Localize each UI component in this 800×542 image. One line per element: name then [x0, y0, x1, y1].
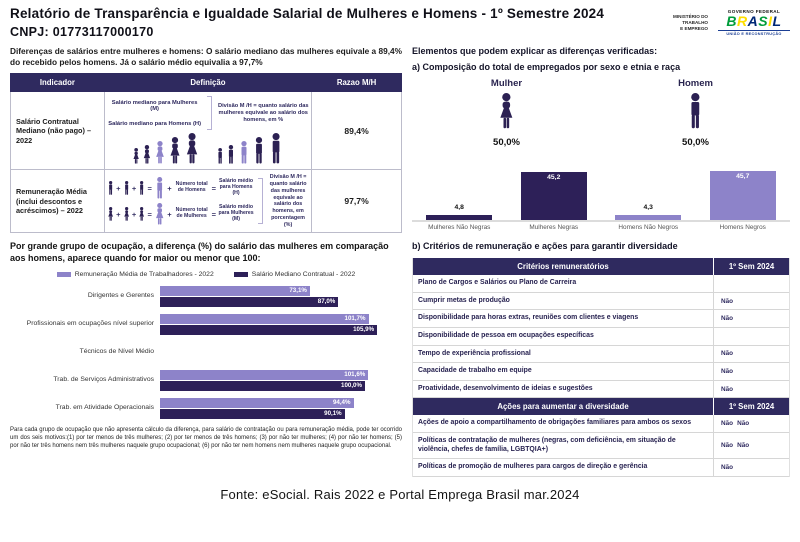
composition-bar-value: 45,2 [547, 173, 561, 181]
criteria-row-value [713, 346, 789, 363]
logos [673, 6, 790, 36]
man-icon [636, 93, 756, 134]
criteria-row [413, 381, 789, 399]
woman-icon [107, 207, 114, 221]
ministry-logo [673, 9, 708, 32]
composition-column [601, 204, 696, 220]
nao-badge: Não [721, 315, 734, 323]
cnpj-line: CNPJ: 01773117000170 [10, 25, 154, 39]
man-icon [138, 181, 145, 195]
criteria-row-value [713, 275, 789, 292]
occupation-bar [160, 297, 338, 307]
uniao-reconstrucao-label: UNIÃO E RECONSTRUÇÃO [718, 30, 790, 36]
razao-mediano-value: 89,4% [312, 92, 402, 170]
homem-percentage: 50,0% [682, 137, 709, 149]
equation-result: Salário médio para Mulheres (M) [218, 204, 254, 223]
brasil-letter: L [772, 13, 782, 29]
diversity-header-period: 1º Sem 2024 [713, 398, 789, 415]
razao-media-value: 97,7% [312, 170, 402, 233]
occupation-bar [160, 286, 310, 296]
operator: + [167, 183, 172, 193]
occupation-row [10, 342, 402, 363]
operator: + [116, 183, 121, 193]
woman-icon [184, 133, 200, 164]
indicador-label: Remuneração Média (inclui descontos e acréscimos) – 2022 [11, 170, 105, 233]
composition-subheading: a) Composição do total de empregados por sexo e etnia e raça [412, 61, 681, 72]
legend-swatch-light [57, 272, 71, 277]
criteria-row-label: Capacidade de trabalho em equipe [418, 367, 532, 375]
nao-badge: Não [721, 385, 734, 393]
criteria-row-label: Políticas de promoção de mulheres para cargos de direção e gerência [418, 463, 648, 471]
row-remuneracao-media [11, 170, 402, 233]
occupation-bars [160, 314, 402, 335]
composition-bar [615, 204, 681, 220]
criteria-row [413, 459, 789, 477]
criteria-row-value [713, 363, 789, 380]
nao-badge: Não [721, 297, 734, 305]
operator: + [167, 209, 172, 219]
operator: + [131, 209, 137, 219]
composition-category-label: Mulheres Não Negras [428, 224, 491, 232]
man-icon [268, 133, 284, 164]
sex-totals [412, 78, 790, 148]
occupation-bar [160, 370, 368, 380]
indicador-label: Salário Contratual Mediano (não pago) – 2022 [11, 92, 105, 170]
legend-salario-mediano [234, 271, 356, 278]
report-body [10, 46, 790, 477]
criteria-row [413, 275, 789, 293]
woman-icon [123, 207, 130, 221]
row-salario-mediano [11, 92, 402, 170]
criteria-row [413, 433, 789, 459]
composition-column [696, 171, 791, 220]
ministry-line: TRABALHO [682, 19, 708, 25]
occupation-bar [160, 314, 369, 324]
woman-icon [132, 148, 140, 164]
composition-category-label: Homens Não Negros [618, 224, 679, 232]
homem-block [636, 78, 756, 148]
composition-category-label: Mulheres Negras [529, 224, 579, 232]
man-icon [107, 181, 114, 195]
mulher-block [447, 78, 567, 148]
man-icon [226, 145, 236, 164]
criteria-row [413, 328, 789, 346]
brasil-letter: S [758, 13, 769, 29]
legend-swatch-dark [234, 272, 248, 277]
population-figures [105, 130, 311, 169]
bracket-shape [207, 96, 212, 130]
occupation-bar [160, 398, 354, 408]
criteria-table-header [413, 258, 789, 275]
mediano-lines [107, 100, 203, 127]
nao-badge: Não [737, 420, 750, 428]
criteria-table [412, 258, 790, 477]
legend-label: Remuneração Média de Trabalhadores - 2022 [74, 270, 214, 278]
criteria-rows [413, 275, 789, 398]
criteria-row-value [713, 381, 789, 398]
men-figures-group [216, 133, 284, 164]
composition-column [412, 204, 507, 220]
elements-heading: Elementos que podem explicar as diferenças verificadas: [412, 46, 658, 56]
occupation-bar-value: 101,6% [344, 371, 366, 379]
occupation-bar-value: 100,0% [341, 382, 362, 390]
man-icon [238, 141, 250, 164]
page-title: Relatório de Transparência e Igualdade Salarial de Mulheres e Homens - 1º Semestre 2024 [10, 6, 605, 21]
composition-column [507, 172, 602, 221]
divisao-note: Divisão M /H = quanto salário das mulheres equivale ao salário dos homens, em % [217, 102, 309, 123]
occupation-row [10, 314, 402, 335]
criteria-row [413, 293, 789, 311]
criteria-row-value [713, 328, 789, 345]
legend-label: Salário Mediano Contratual - 2022 [251, 270, 356, 278]
indicator-table [10, 73, 402, 233]
criteria-header-label: Critérios remuneratórios [517, 262, 609, 272]
woman-icon [497, 93, 516, 129]
left-column [10, 46, 402, 477]
intro-paragraph: Diferenças de salários entre mulheres e homens: O salário mediano das mulheres equivale a 89,4% do recebido pelos homens. Já o salário médio equivalia a 97,7% [10, 46, 402, 68]
equation-rows [107, 177, 254, 225]
mediano-homens-label: Salário mediano para Homens (H) [108, 120, 202, 127]
criteria-row [413, 346, 789, 364]
salary-equation-row [107, 177, 254, 199]
occupation-bar [160, 325, 377, 335]
man-icon [216, 148, 224, 164]
composition-bar [710, 171, 776, 220]
indicator-table-header [11, 74, 402, 92]
composition-bar-chart [412, 164, 790, 222]
right-column [412, 46, 790, 477]
operator: = [147, 209, 152, 219]
salary-equation-row [107, 203, 254, 225]
composition-bar-value: 45,7 [736, 172, 750, 180]
title-block [10, 6, 604, 39]
occupation-category-label: Técnicos de Nível Médio [79, 348, 154, 356]
criteria-row-label: Ações de apoio a compartilhamento de obrigações familiares para ambos os sexos [418, 419, 692, 427]
criteria-row-value [713, 415, 789, 432]
report-header [10, 6, 790, 39]
criteria-row-label: Plano de Cargos e Salários ou Plano de Carreira [418, 279, 577, 287]
occupation-bar-chart [10, 286, 402, 419]
criteria-row-label: Disponibilidade de pessoa em ocupações específicas [418, 331, 594, 339]
operator: + [116, 209, 121, 219]
brasil-letter: I [768, 13, 773, 29]
nao-badge: Não [721, 368, 734, 375]
composition-bar-value: 4,3 [643, 204, 653, 212]
occupation-heading: Por grande grupo de ocupação, a diferença (%) do salário das mulheres em comparação aos homens, aparece quando for maior ou menor que 100: [10, 241, 389, 264]
criteria-row-label: Políticas de contratação de mulheres (negras, com deficiência, em situação de violência, chefes de família, LGBTQIA+) [418, 437, 676, 453]
composition-category-label: Homens Negros [719, 224, 766, 232]
source-footer: Fonte: eSocial. Rais 2022 e Portal Emprega Brasil mar.2024 [220, 486, 580, 502]
woman-icon [154, 203, 165, 225]
homem-label: Homem [678, 78, 713, 90]
nao-badge: Não [737, 442, 750, 450]
woman-icon [154, 141, 166, 164]
operator: + [131, 183, 137, 193]
composition-category-labels [412, 224, 790, 231]
definicao-mediano [104, 92, 311, 170]
diversity-header-label: Ações para aumentar a diversidade [497, 402, 629, 412]
woman-icon [138, 207, 145, 221]
brasil-letter: R [737, 13, 748, 29]
definicao-mediano-texts [105, 92, 311, 130]
brasil-letter: B [726, 13, 738, 29]
occupation-legend [10, 271, 402, 278]
occupation-bar [160, 409, 345, 419]
nao-badge: Não [721, 350, 734, 358]
ministry-line: MINISTÉRIO DO [673, 14, 708, 19]
operator: = [211, 209, 217, 219]
divisao-note: Divisão M /H = quanto salário das mulheres equivale ao salário dos homens, em porcentagem (%) [269, 174, 307, 228]
woman-icon [168, 137, 182, 164]
nao-badge: Não [721, 442, 734, 450]
operator: = [211, 183, 217, 193]
nao-badge: Não [721, 420, 734, 428]
definicao-media-diagram [105, 170, 311, 232]
col-razao: Razao M/H [312, 74, 402, 92]
occupation-bar-value: 73,1% [289, 287, 307, 295]
occupation-category-label: Dirigentes e Gerentes [87, 292, 154, 300]
women-figures-group [132, 133, 200, 164]
occupation-category-label: Trab. de Serviços Administrativos [53, 376, 154, 384]
brasil-wordmark [718, 14, 790, 29]
operator: = [147, 183, 152, 193]
man-icon [686, 93, 705, 129]
occupation-row [10, 286, 402, 307]
bracket-shape [258, 178, 263, 224]
man-icon [123, 181, 130, 195]
legend-remuneracao-media [57, 271, 214, 278]
occupation-bar-value: 101,7% [344, 315, 366, 323]
col-indicador: Indicador [11, 74, 105, 92]
occupation-row [10, 370, 402, 391]
occupation-bars [160, 398, 402, 419]
occupation-category-label: Trab. em Atividade Operacionais [55, 404, 154, 412]
occupation-footnote: Para cada grupo de ocupação que não apresenta cálculo da diferença, para salário de contratação ou para remuneração média, pode ter ocorrido um dos seis motivos:(1) por ter menos de três mulheres; (2) por ter menos de três homens; (3) por não ter mulheres; (4) por não ter homens; (5) por não ter três homens nem três mulheres naquele grupo ocupacional; (6) por não ter nem homens nem mulheres naquele grupo ocupacional. [10, 426, 402, 449]
nao-badge: Não [721, 464, 734, 472]
governo-federal-label: GOVERNO FEDERAL [727, 9, 781, 14]
criteria-row [413, 415, 789, 433]
composition-bar-value: 4,8 [454, 204, 464, 212]
man-icon [154, 177, 165, 199]
criteria-row-value [713, 433, 789, 458]
man-icon [252, 137, 266, 164]
criteria-heading: b) Critérios de remuneração e ações para garantir diversidade [412, 241, 678, 252]
criteria-row [413, 310, 789, 328]
diversity-table-header [413, 398, 789, 415]
criteria-row-label: Disponibilidade para horas extras, reuniões com clientes e viagens [418, 314, 639, 322]
occupation-bars [160, 286, 402, 307]
criteria-row [413, 363, 789, 381]
governo-federal-logo [718, 9, 790, 36]
criteria-row-value [713, 293, 789, 310]
woman-icon [142, 145, 152, 164]
mediano-mulheres-label: Salário mediano para Mulheres (M) [111, 99, 198, 112]
diversity-rows [413, 415, 789, 477]
mulher-percentage: 50,0% [493, 137, 520, 149]
occupation-bar-value: 105,9% [353, 326, 375, 334]
ministry-line: E EMPREGO [680, 25, 708, 31]
equation-result: Salário médio para Homens (H) [219, 178, 254, 197]
criteria-row-label: Proatividade, desenvolvimento de ideias e sugestões [418, 384, 593, 392]
composition-bar [521, 172, 587, 221]
occupation-bar-value: 90,1% [324, 410, 342, 418]
occupation-category-label: Profissionais em ocupações nível superior [26, 320, 154, 328]
composition-bar [426, 204, 492, 220]
criteria-row-value [713, 310, 789, 327]
occupation-bar [160, 381, 365, 391]
woman-icon [447, 93, 567, 134]
occupation-bars [160, 370, 402, 391]
occupation-row [10, 398, 402, 419]
criteria-row-label: Cumprir metas de produção [418, 296, 510, 304]
brasil-letter: A [747, 13, 759, 29]
definicao-media [104, 170, 311, 233]
equation-label: Número total de Homens [175, 181, 208, 194]
criteria-row-label: Tempo de experiência profissional [418, 349, 531, 357]
mulher-label: Mulher [490, 78, 523, 90]
occupation-bar-value: 87,0% [317, 298, 336, 306]
col-definicao: Definição [104, 74, 311, 92]
criteria-header-period: 1º Sem 2024 [713, 258, 789, 275]
equation-label: Número total de Mulheres [175, 207, 208, 220]
occupation-bar-value: 94,4% [332, 399, 351, 407]
criteria-row-value [713, 459, 789, 476]
